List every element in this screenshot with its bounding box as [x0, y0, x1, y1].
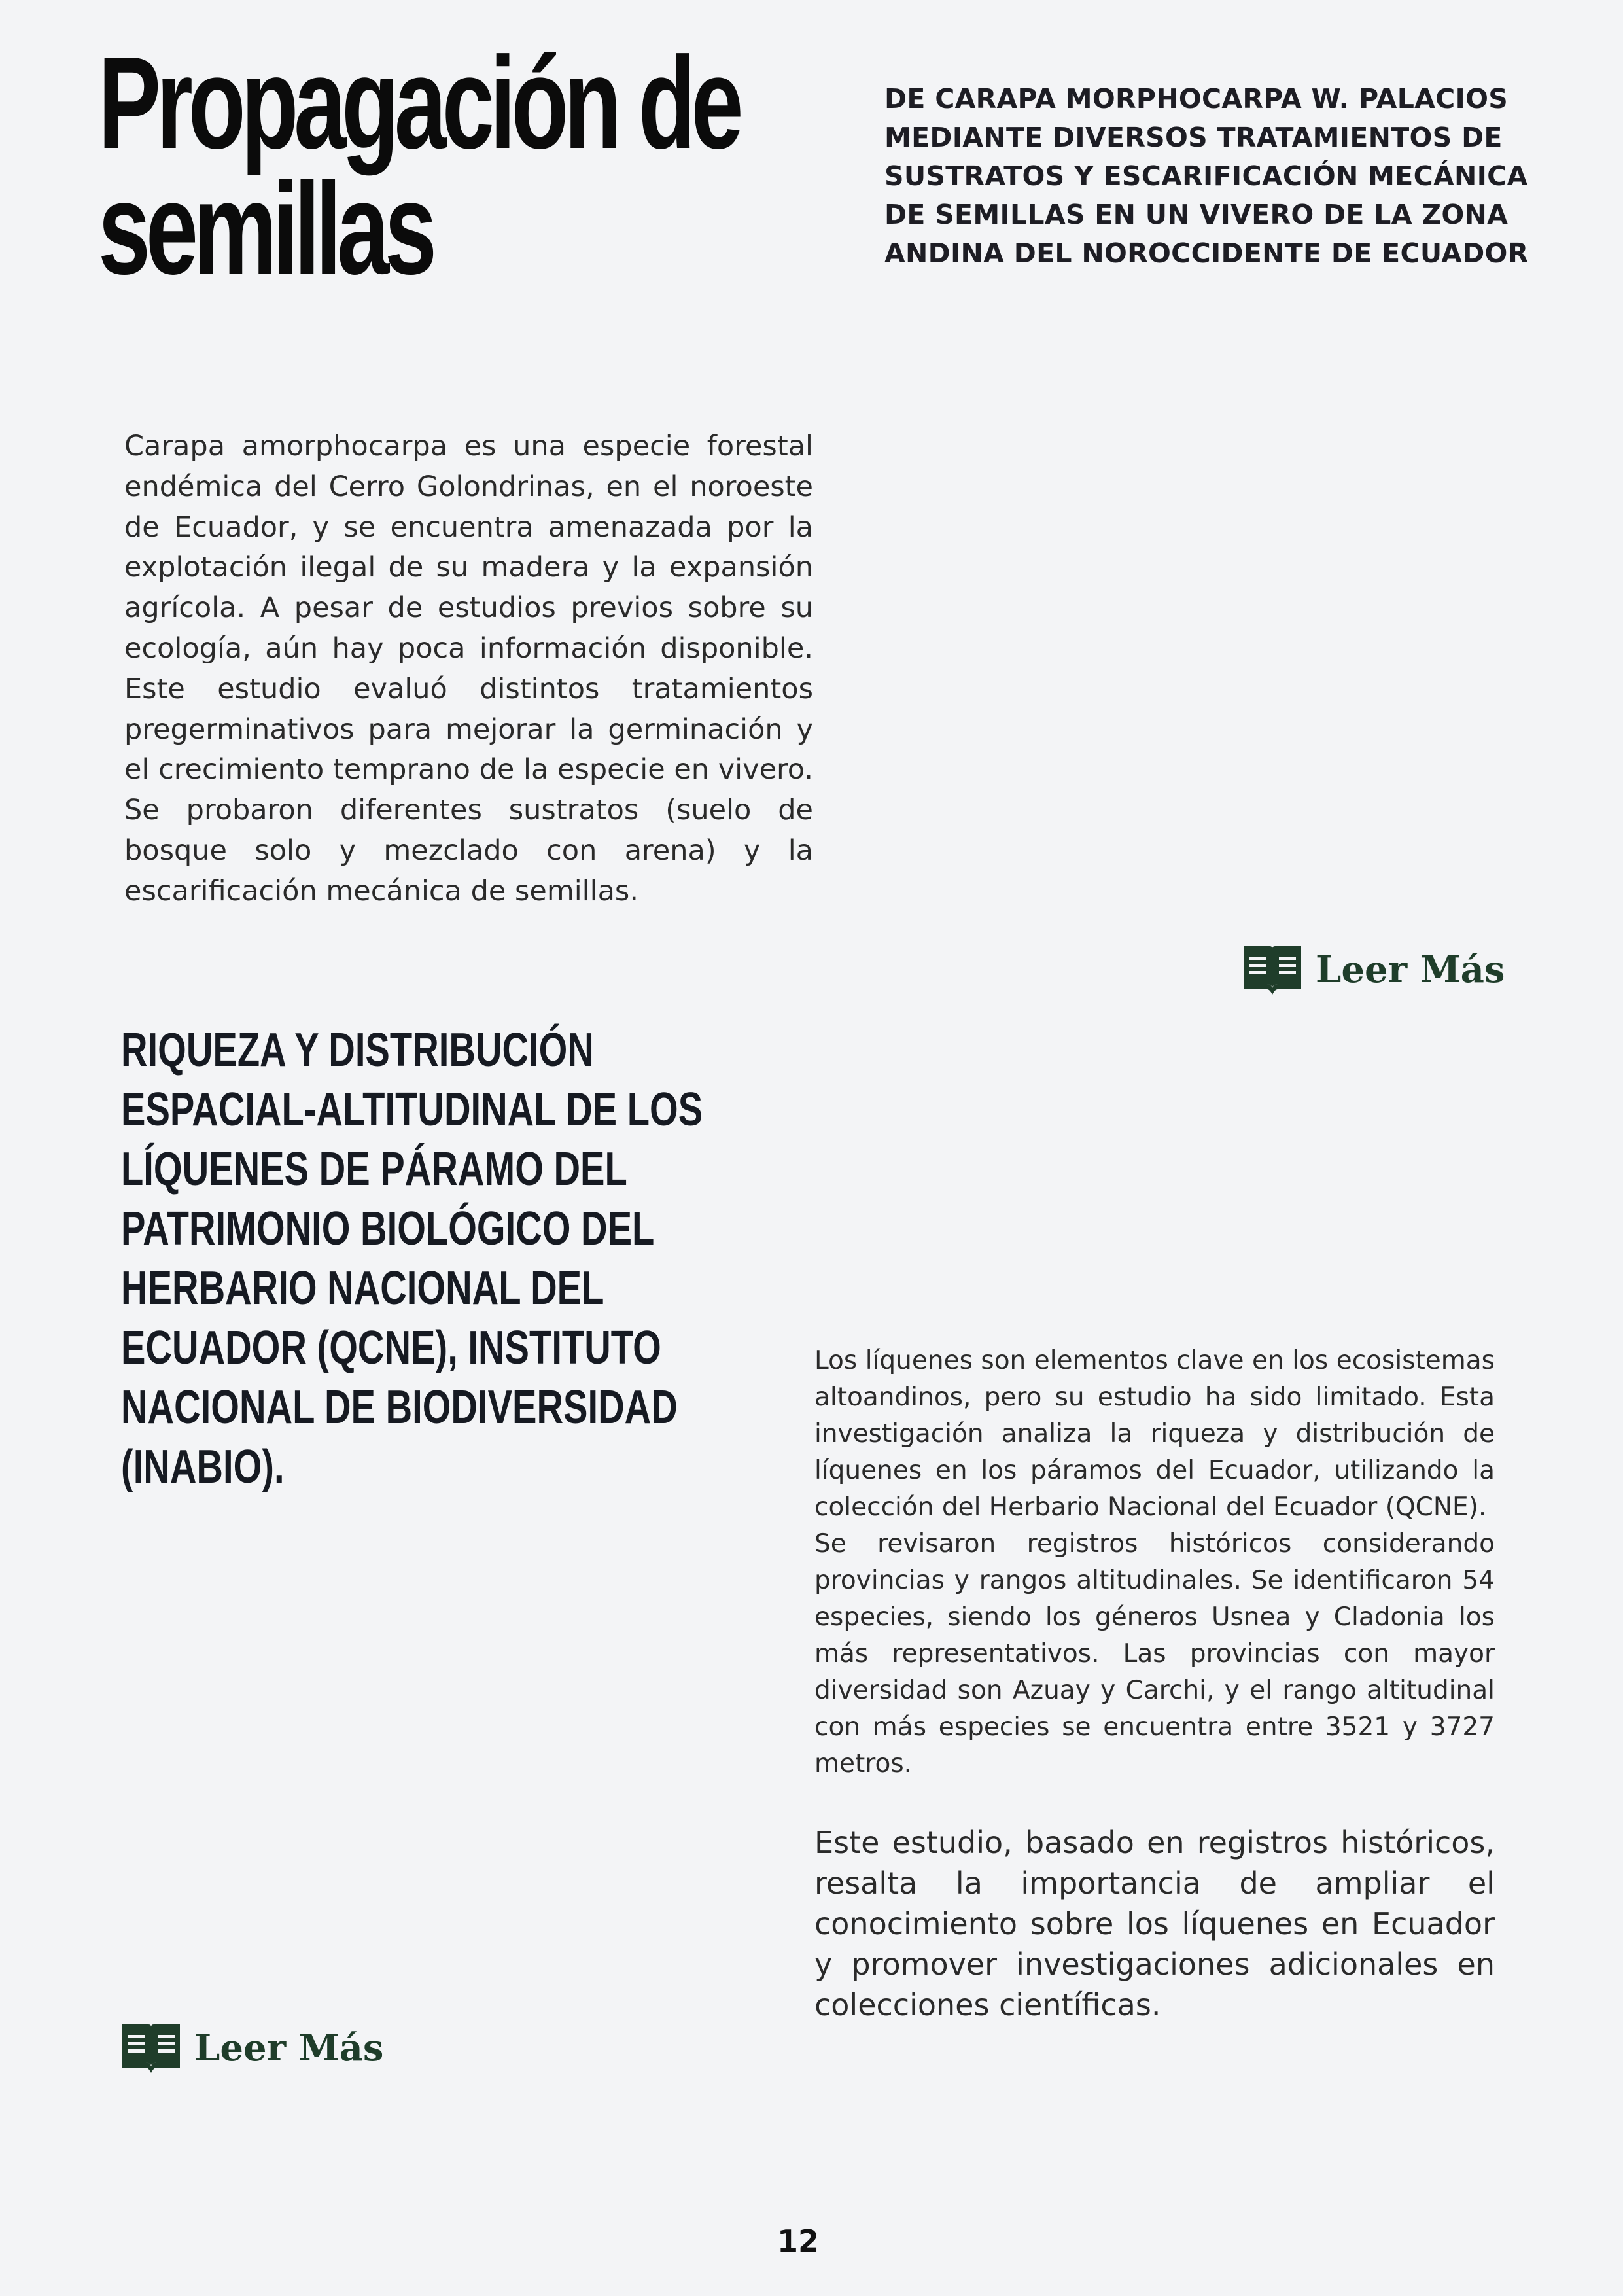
article-1-read-more-link[interactable]: [1241, 944, 1505, 996]
read-more-label: Leer Más: [1316, 948, 1505, 991]
article-2-title: RIQUEZA Y DISTRIBUCIÓN ESPACIAL-ALTITUDINAL DE LOS LÍQUENES DE PÁRAMO DEL PATRIMONIO BIOLÓGICO DEL HERBARIO NACIONAL DEL ECUADOR (QCNE), INSTITUTO NACIONAL DE BIODIVERSIDAD (INABIO).: [121, 1024, 703, 1493]
article-1-abstract: Carapa amorphocarpa es una especie forestal endémica del Cerro Golondrinas, en el noroeste de Ecuador, y se encuentra amenazada por la explotación ilegal de su madera y la expansión agrícola. A pesar de estudios previos sobre su ecología, aún hay poca información disponible. Este estudio evaluó distintos tratamientos pregerminativos para mejorar la germinación y el crecimiento temprano de la especie en vivero. Se probaron diferentes sustratos (suelo de bosque solo y mezclado con arena) y la escarificación mecánica de semillas.: [124, 430, 813, 908]
article-2-paragraph-2: Se revisaron registros históricos considerando provincias y rangos altitudinales. Se identificaron 54 especies, siendo los géneros Usnea y Cladonia los más representativos. Las provincias con mayor diversidad son Azuay y Carchi, y el rango altitudinal con más especies se encuentra entre 3521 y 3727 metros.: [814, 1529, 1495, 1778]
read-more-label: Leer Más: [194, 2026, 384, 2070]
article-2-paragraph-1: Los líquenes son elementos clave en los ecosistemas altoandinos, pero su estudio ha sido limitado. Esta investigación analiza la riqueza y distribución de líquenes en los páramos del Ecuador, utilizando la colección del Herbario Nacional del Ecuador (QCNE).: [814, 1346, 1495, 1522]
article-2-read-more-link[interactable]: [120, 2022, 383, 2074]
open-book-icon: [1241, 944, 1304, 996]
article-2-paragraphs: [814, 1343, 1495, 1782]
page-number: 12: [777, 2223, 819, 2259]
open-book-icon: [120, 2022, 183, 2074]
article-1-title-line-1: Propagación de: [98, 30, 739, 176]
article-1-subtitle: DE CARAPA MORPHOCARPA W. PALACIOS MEDIANTE DIVERSOS TRATAMIENTOS DE SUSTRATOS Y ESCARIFICACIÓN MECÁNICA DE SEMILLAS EN UN VIVERO DE LA ZONA ANDINA DEL NOROCCIDENTE DE ECUADOR: [884, 83, 1529, 269]
article-1-title: [98, 30, 739, 302]
article-1-title-line-2: semillas: [98, 156, 432, 302]
article-2-paragraph-3: Este estudio, basado en registros históricos, resalta la importancia de ampliar el conocimiento sobre los líquenes en Ecuador y promover investigaciones adicionales en colecciones científicas.: [814, 1825, 1495, 2022]
